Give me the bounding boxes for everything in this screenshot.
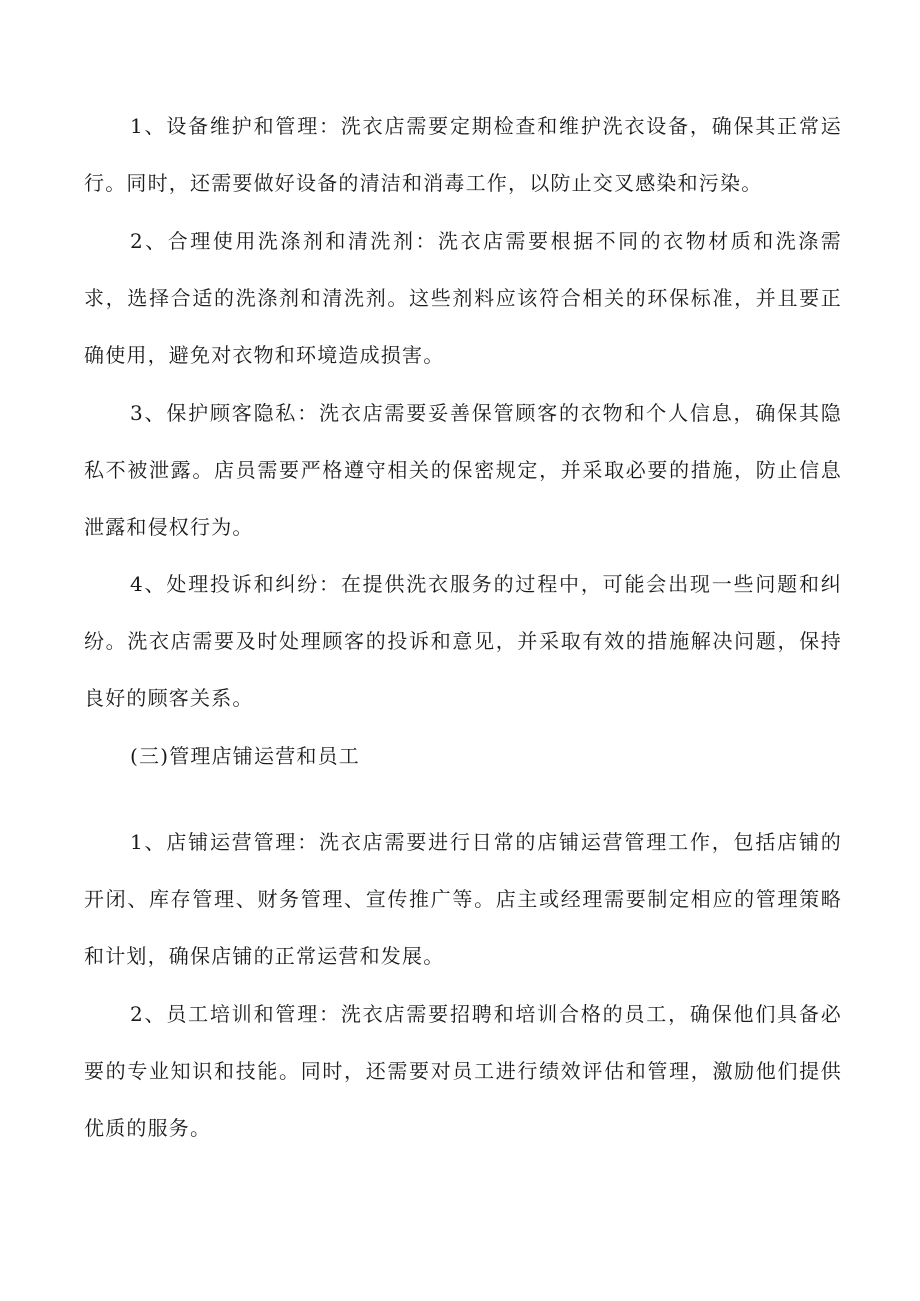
- paragraph-store-operations: 1、店铺运营管理：洗衣店需要进行日常的店铺运营管理工作，包括店铺的开闭、库存管理、财务管理、宣传推广等。店主或经理需要制定相应的管理策略和计划，确保店铺的正常运营和发展。: [84, 830, 842, 968]
- paragraph-equipment-maintenance: 1、设备维护和管理：洗衣店需要定期检查和维护洗衣设备，确保其正常运行。同时，还需要做好设备的清洁和消毒工作，以防止交叉感染和污染。: [84, 114, 842, 195]
- paragraph-detergent-usage: 2、合理使用洗涤剂和清洗剂：洗衣店需要根据不同的衣物材质和洗涤需求，选择合适的洗涤剂和清洗剂。这些剂料应该符合相关的环保标准，并且要正确使用，避免对衣物和环境造成损害。: [84, 229, 842, 367]
- paragraph-complaint-handling: 4、处理投诉和纠纷：在提供洗衣服务的过程中，可能会出现一些问题和纠纷。洗衣店需要及时处理顾客的投诉和意见，并采取有效的措施解决问题，保持良好的顾客关系。: [84, 572, 842, 710]
- paragraph-staff-training: 2、员工培训和管理：洗衣店需要招聘和培训合格的员工，确保他们具备必要的专业知识和技能。同时，还需要对员工进行绩效评估和管理，激励他们提供优质的服务。: [84, 1002, 842, 1140]
- paragraph-customer-privacy: 3、保护顾客隐私：洗衣店需要妥善保管顾客的衣物和个人信息，确保其隐私不被泄露。店员需要严格遵守相关的保密规定，并采取必要的措施，防止信息泄露和侵权行为。: [84, 401, 842, 539]
- section-heading: (三)管理店铺运营和员工: [130, 744, 361, 768]
